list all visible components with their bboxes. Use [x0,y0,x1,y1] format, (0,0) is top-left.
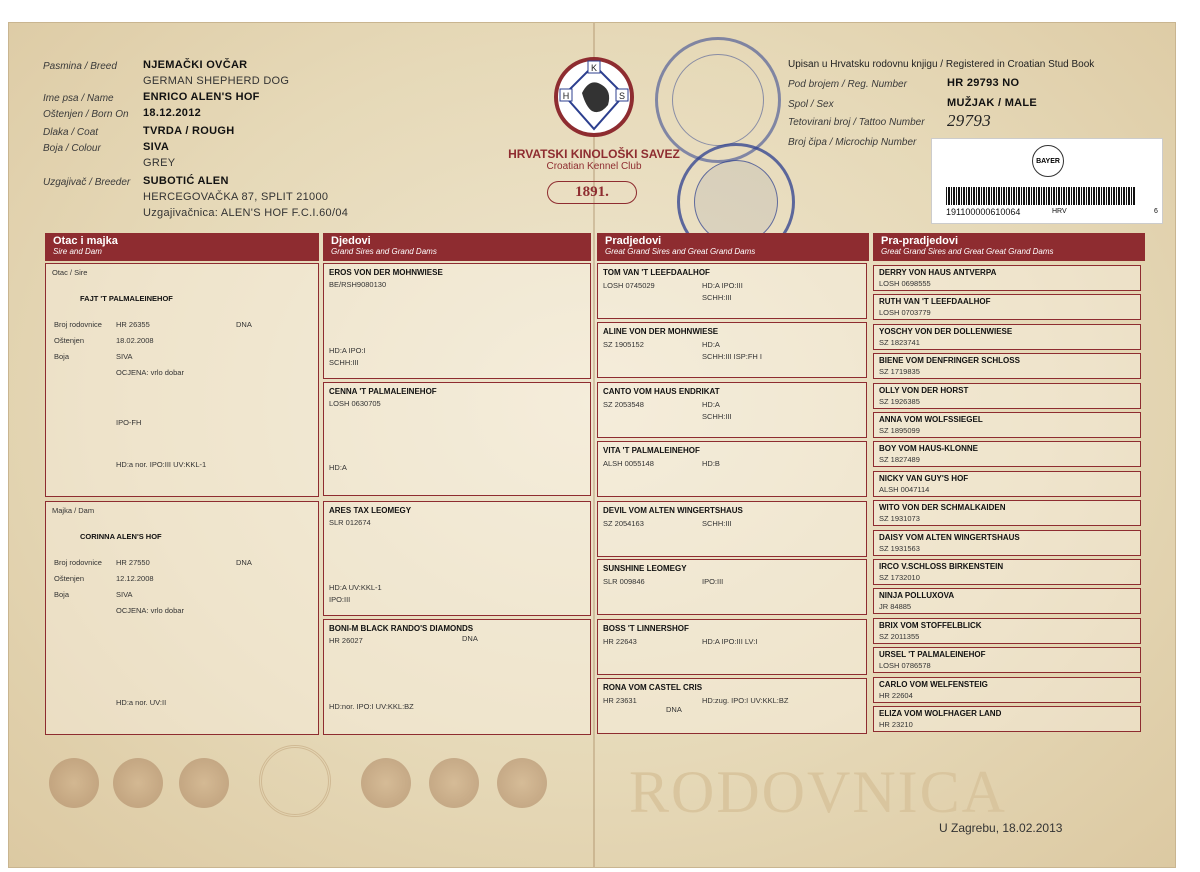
reg-label-en: Tattoo Number [858,117,925,128]
great-grandparent-box [597,263,867,319]
great-great-grandparent-box [873,265,1141,291]
ancestor-titles-2: SCHH:III [329,358,359,367]
info-label [43,177,130,188]
colour-value: SIVA [116,590,133,599]
watermark-text: RODOVNICA [629,759,1007,825]
emblem-icon [49,758,99,808]
ancestor-name: BRIX VOM STOFFELBLICK [879,620,982,630]
colour-label: Boja [54,352,70,361]
ancestor-reg: SLR 012674 [329,518,371,527]
great-great-grandparent-box [873,706,1141,732]
header-grandparents: Djedovi Grand Sires and Grand Dams [323,233,591,261]
ancestor-titles: HD:A IPO:III LV:I [702,637,758,646]
ancestor-titles: IPO:III [702,577,724,586]
reg-label-en: Microchip Number [835,137,917,148]
chip-number: 191100000610064 [946,207,1021,217]
grade: OCJENA: vrlo dobar [116,606,184,615]
info-label-hr: Ime psa / [43,93,87,104]
ancestor-reg: SLR 009846 [603,577,645,586]
ancestor-titles-2: DNA [462,634,478,643]
ancestor-reg: SZ 1732010 [879,573,920,582]
ancestor-reg: LOSH 0703779 [879,308,931,318]
ancestor-titles: HD:nor. IPO:I UV:KKL:BZ [329,702,414,711]
info-label-en: Name [86,93,114,104]
ancestor-name: BIENE VOM DENFRINGER SCHLOSS [879,356,1020,366]
ancestor-reg: SZ 1926385 [879,396,920,406]
info-value: ENRICO ALEN'S HOF [143,91,260,103]
ancestor-reg: SZ 1931073 [879,514,920,524]
ancestor-name: CENNA 'T PALMALEINEHOF [329,387,437,396]
extra-title: IPO-FH [116,418,142,427]
header-sire-dam: Otac i majka Sire and Dam [45,233,319,261]
ancestor-reg: HR 23631 [603,696,637,705]
ancestor-reg: HR 23210 [879,720,913,729]
stamp-icon [655,37,781,163]
ancestor-name: DAISY VOM ALTEN WINGERTSHAUS [879,532,1020,542]
great-great-grandparent-box [873,647,1141,673]
club-year: 1891. [547,181,637,204]
ancestor-name: DEVIL VOM ALTEN WINGERTSHAUS [603,506,743,515]
born-label: Oštenjen [54,336,85,345]
ancestor-reg: JR 84885 [879,602,912,612]
ancestor-reg: SZ 1895099 [879,426,920,435]
reg-label-hr: Broj čipa / [788,137,836,148]
info-label [43,109,129,120]
ancestor-reg: SZ 1719835 [879,367,920,377]
info-label-en: Colour [71,143,101,154]
great-grandparent-box [597,559,867,615]
ancestor-reg: HR 22604 [879,690,913,700]
born-value: 18.02.2008 [116,336,154,345]
ancestor-name: VITA 'T PALMALEINEHOF [603,446,700,455]
info-label [43,127,98,138]
ancestor-reg: SZ 1827489 [879,455,920,465]
great-grandparent-box [597,501,867,557]
info-value-2: GERMAN SHEPHERD DOG [143,75,290,87]
chip-country: HRV [1052,208,1067,215]
colour-value: SIVA [116,352,133,361]
reg-value: HR 26355 [116,320,150,329]
club-name: HRVATSKI KINOLOŠKI SAVEZ [508,147,680,161]
ancestor-name: SUNSHINE LEOMEGY [603,564,687,573]
ancestor-reg: SZ 2053548 [603,400,644,409]
great-great-grandparent-box [873,530,1141,556]
ancestor-reg: BE/RSH9080130 [329,280,387,289]
ancestor-titles-2: IPO:III [329,595,351,604]
great-great-grandparent-box [873,383,1141,409]
ancestor-titles: HD:A UV:KKL-1 [329,583,382,592]
great-grandparent-box [597,382,867,438]
info-label-en: Breed [90,61,117,72]
info-label [43,61,117,72]
great-grandparent-box [597,678,867,734]
emblem-icon [429,758,479,808]
ancestor-titles: HD:A IPO:III [702,281,743,290]
ancestor-reg: LOSH 0698555 [879,279,931,288]
great-grandparent-box [597,441,867,497]
ancestor-name: ALINE VON DER MOHNWIESE [603,327,719,336]
info-value: SIVA [143,141,170,153]
ancestor-reg: HR 26027 [329,636,363,645]
ancestor-name: WITO VON DER SCHMALKAIDEN [879,503,1006,513]
ancestor-name: ANNA VOM WOLFSSIEGEL [879,415,983,424]
header-great-great-grandparents: Pra-pradjedovi Great Grand Sires and Great Great Grand Dams [873,233,1145,261]
svg-text:S: S [618,91,626,101]
reg-label-en: Sex [816,99,834,110]
reg-label: Broj rodovnice [54,320,102,329]
ancestor-name: IRCO V.SCHLOSS BIRKENSTEIN [879,562,1004,571]
ancestor-titles: HD:A [329,463,347,472]
born-value: 12.12.2008 [116,574,154,583]
reg-label: Broj rodovnice [54,558,102,567]
club-name-en: Croatian Kennel Club [546,161,642,172]
info-value: NJEMAČKI OVČAR [143,59,248,71]
svg-text:H: H [562,91,570,101]
ancestor-reg: LOSH 0745029 [603,281,655,290]
ancestor-titles-2: SCHH:III ISP:FH I [702,352,763,361]
ancestor-titles-2: DNA [666,705,682,714]
reg-value: 29793 [947,111,991,130]
ancestor-titles-2: SCHH:III [702,293,732,302]
ancestor-titles: HD:B [702,459,720,468]
reg-label [788,99,834,110]
emblem-icon [179,758,229,808]
club-logo [552,55,636,139]
info-label-en: Breeder [94,177,131,188]
ancestor-reg: SZ 1823741 [879,337,920,347]
ancestor-name: URSEL 'T PALMALEINEHOF [879,650,986,660]
ancestor-titles: HD:A IPO:I [329,346,366,355]
ancestor-reg: SZ 1905152 [603,340,644,349]
ancestor-reg: LOSH 0630705 [329,399,381,408]
info-label-hr: Dlaka / [43,127,77,138]
great-great-grandparent-box [873,324,1141,350]
ancestor-name: BOY VOM HAUS-KLONNE [879,444,978,454]
reg-label [788,79,907,90]
info-value: SUBOTIĆ ALEN [143,175,229,187]
ancestor-reg: SZ 2011355 [879,631,920,641]
ancestor-titles: SCHH:III [702,519,732,528]
ancestor-reg: ALSH 0047114 [879,484,930,494]
ancestor-name: RUTH VAN 'T LEEFDAALHOF [879,297,991,307]
dna-label: DNA [236,558,252,567]
great-great-grandparent-box [873,441,1141,467]
ancestor-name: ARES TAX LEOMEGY [329,506,412,515]
ancestor-name: NICKY VAN GUY'S HOF [879,473,969,483]
reg-value: HR 27550 [116,558,150,567]
ancestor-reg: SZ 1931563 [879,543,920,553]
barcode [946,187,1136,205]
info-label-hr: Uzgajivač / [43,177,95,188]
dna-label: DNA [236,320,252,329]
great-great-grandparent-box [873,353,1141,379]
ancestor-reg: HR 22643 [603,637,637,646]
reg-label-hr: Spol / [788,99,817,110]
info-label [43,143,101,154]
reg-label-en: Reg. Number [847,79,907,90]
great-great-grandparent-box [873,588,1141,614]
microchip-sticker [931,138,1163,224]
stud-book-title: Upisan u Hrvatsku rodovnu knjigu / Registered in Croatian Stud Book [788,59,1095,70]
info-label-hr: Boja / [43,143,72,154]
ancestor-name: CANTO VOM HAUS ENDRIKAT [603,387,720,396]
born-label: Oštenjen [54,574,85,583]
ancestor-reg: SZ 2054163 [603,519,644,528]
info-value: TVRDA / ROUGH [143,125,235,137]
place-date: U Zagrebu, 18.02.2013 [939,821,1063,835]
ancestor-name: DERRY VON HAUS ANTVERPA [879,268,997,277]
emblem-icon [361,758,411,808]
ancestor-titles-2: SCHH:III [702,412,732,421]
info-label-hr: Oštenjen / [43,109,92,120]
great-grandparent-box [597,619,867,675]
svg-text:K: K [590,63,598,73]
info-value-2: GREY [143,157,176,169]
ancestor-name: CARLO VOM WELFENSTEIG [879,679,988,689]
grade: OCJENA: vrlo dobar [116,368,184,377]
grandparent-box [323,382,591,496]
ancestor-reg: ALSH 0055148 [603,459,654,468]
chip-suffix: 6 [1154,208,1158,215]
reg-label [788,137,916,148]
reg-label-hr: Tetovirani broj / [788,117,859,128]
ancestor-name: NINJA POLLUXOVA [879,591,955,601]
reg-value: HR 29793 NO [947,77,1020,89]
parent-name: CORINNA ALEN'S HOF [80,532,162,541]
sire-box [45,263,319,497]
parent-role: Majka / Dam [52,506,95,515]
ancestor-name: EROS VON DER MOHNWIESE [329,268,443,277]
great-great-grandparent-box [873,618,1141,644]
reg-label-hr: Pod brojem / [788,79,848,90]
ancestor-name: TOM VAN 'T LEEFDAALHOF [603,268,710,277]
info-label [43,93,114,104]
great-great-grandparent-box [873,412,1141,438]
ancestor-name: RONA VOM CASTEL CRIS [603,683,703,692]
reg-value: MUŽJAK / MALE [947,97,1038,109]
grandparent-box [323,501,591,616]
info-value-2: HERCEGOVAČKA 87, SPLIT 21000 [143,191,329,203]
ancestor-titles: HD:zug. IPO:I UV:KKL:BZ [702,696,789,705]
emblem-icon [497,758,547,808]
fci-seal-icon [259,745,331,817]
ancestor-titles: HD:A [702,340,720,349]
emblem-icon [113,758,163,808]
ancestor-name: ELIZA VOM WOLFHAGER LAND [879,709,1002,718]
info-value: 18.12.2012 [143,107,202,119]
great-great-grandparent-box [873,500,1141,526]
info-label-hr: Pasmina / [43,61,91,72]
ancestor-titles: HD:A [702,400,720,409]
pedigree-certificate [8,22,1176,868]
ancestor-name: YOSCHY VON DER DOLLENWIESE [879,326,1013,336]
titles: HD:a nor. UV:II [116,698,167,707]
parent-name: FAJT 'T PALMALEINEHOF [80,294,173,303]
colour-label: Boja [54,590,70,599]
dam-box [45,501,319,735]
great-grandparent-box [597,322,867,378]
info-label-en: Coat [76,127,99,138]
titles: HD:a nor. IPO:III UV:KKL-1 [116,460,207,469]
great-great-grandparent-box [873,294,1141,320]
info-value-3: Uzgajivačnica: ALEN'S HOF F.C.I.60/04 [143,207,349,219]
info-label-en: Born On [91,109,129,120]
great-great-grandparent-box [873,559,1141,585]
ancestor-name: BONI-M BLACK RANDO'S DIAMONDS [329,624,474,633]
parent-role: Otac / Sire [52,268,88,277]
bayer-logo: BAYER [1032,145,1064,177]
ancestor-name: OLLY VON DER HORST [879,385,969,395]
great-great-grandparent-box [873,471,1141,497]
header-great-grandparents: Pradjedovi Great Grand Sires and Great Grand Dams [597,233,869,261]
ancestor-name: BOSS 'T LINNERSHOF [603,624,689,633]
reg-label [788,117,925,128]
ancestor-reg: LOSH 0786578 [879,661,931,671]
grandparent-box [323,263,591,379]
great-great-grandparent-box [873,677,1141,703]
grandparent-box [323,619,591,735]
